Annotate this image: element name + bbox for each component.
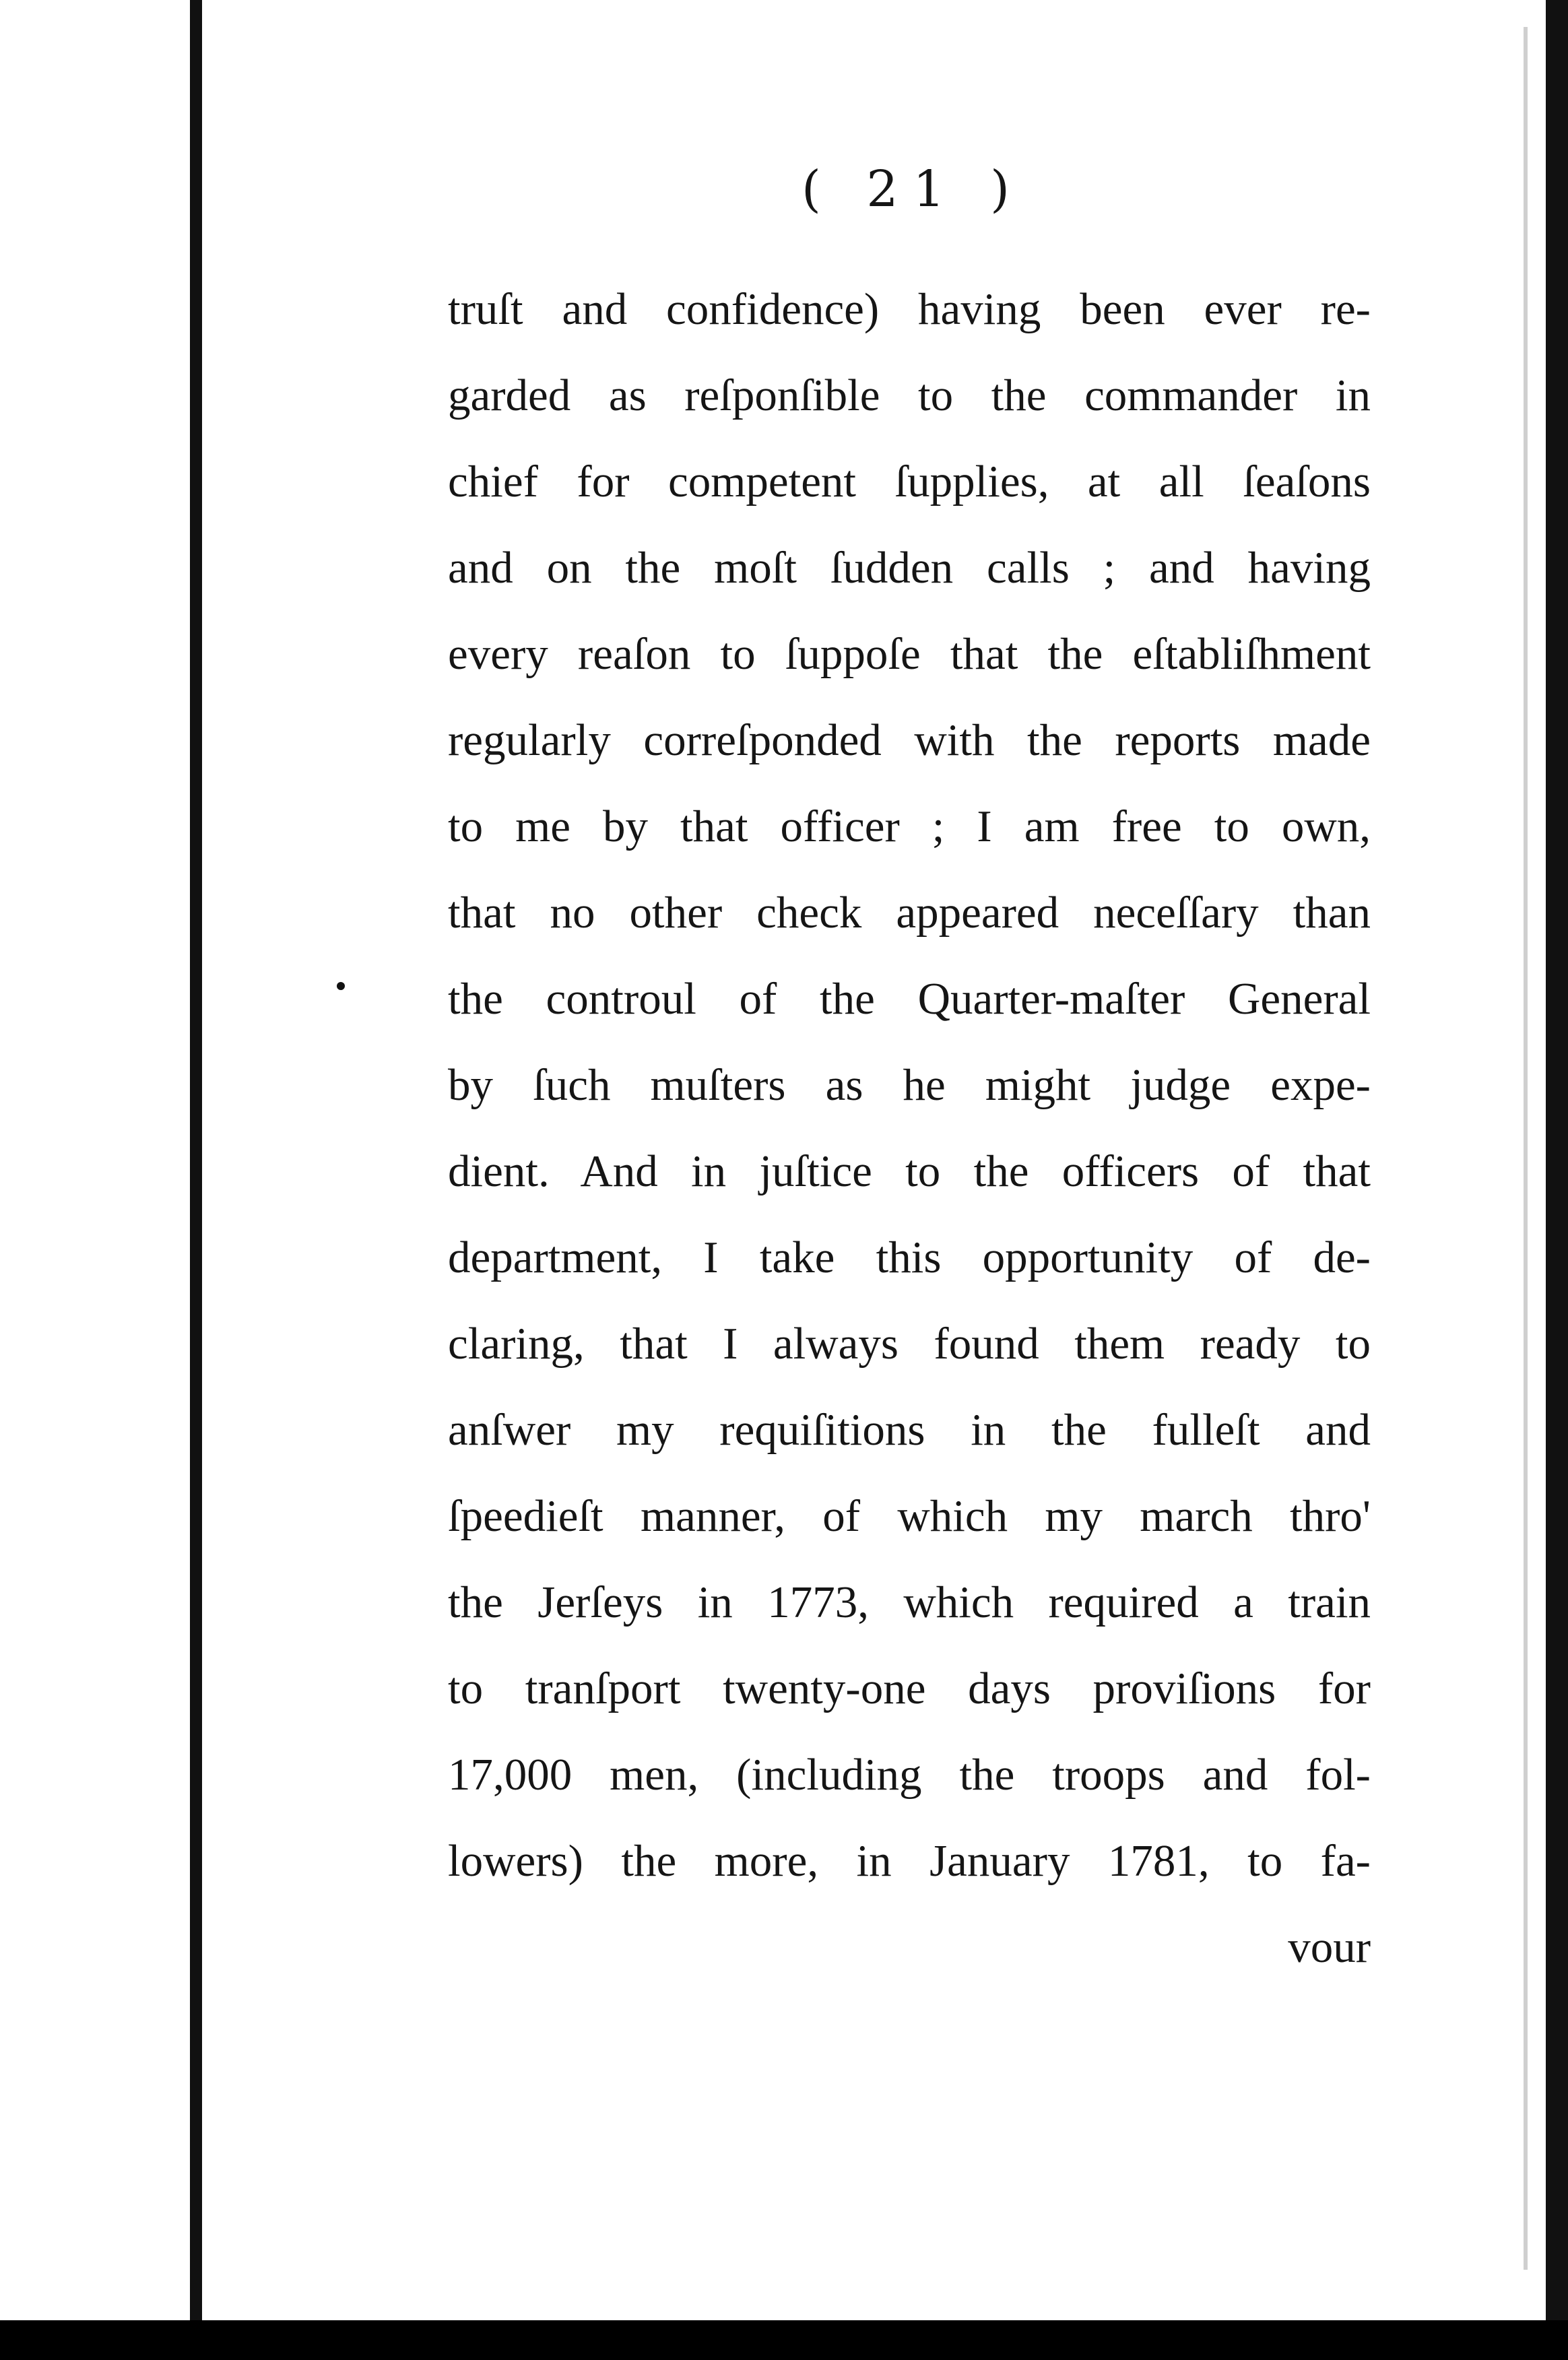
text-line: ſpeedieſt manner, of which my march thro'	[448, 1491, 1371, 1541]
margin-ink-dot	[337, 982, 345, 990]
text-line: to me by that officer ; I am free to own,	[448, 801, 1371, 851]
text-line: every reaſon to ſuppoſe that the eſtabliſhment	[448, 629, 1371, 679]
right-page-border	[1546, 0, 1568, 2320]
text-line: claring, that I always found them ready to	[448, 1319, 1371, 1369]
text-line: 17,000 men, (including the troops and fol-	[448, 1750, 1371, 1800]
text-line: chief for competent ſupplies, at all ſeaſons	[448, 457, 1371, 506]
text-line: to tranſport twenty-one days proviſions for	[448, 1664, 1371, 1713]
page-number: ( 21 )	[802, 160, 1024, 218]
bottom-scan-border	[0, 2320, 1568, 2360]
text-line: the Jerſeys in 1773, which required a train	[448, 1577, 1371, 1627]
text-line: by ſuch muſters as he might judge expe-	[448, 1060, 1371, 1110]
text-line: department, I take this opportunity of de-	[448, 1233, 1371, 1282]
text-line: and on the moſt ſudden calls ; and having	[448, 543, 1371, 593]
left-margin-strip	[0, 0, 202, 2360]
text-line: that no other check appeared neceſſary than	[448, 888, 1371, 938]
text-line: dient. And in juſtice to the officers of that	[448, 1146, 1371, 1196]
text-line: lowers) the more, in January 1781, to fa-	[448, 1836, 1371, 1886]
catchword: vour	[1288, 1922, 1371, 1972]
text-line: the controul of the Quarter-maſter General	[448, 974, 1371, 1024]
binding-gutter	[190, 0, 202, 2320]
page-edge-shadow	[1524, 27, 1528, 2270]
facing-page-edge	[0, 0, 190, 2320]
body-text	[448, 266, 1371, 1990]
text-line: anſwer my requiſitions in the fulleſt and	[448, 1405, 1371, 1455]
text-line: truſt and confidence) having been ever re-	[448, 284, 1371, 334]
text-line: regularly correſponded with the reports made	[448, 715, 1371, 765]
text-line: garded as reſponſible to the commander in	[448, 370, 1371, 420]
